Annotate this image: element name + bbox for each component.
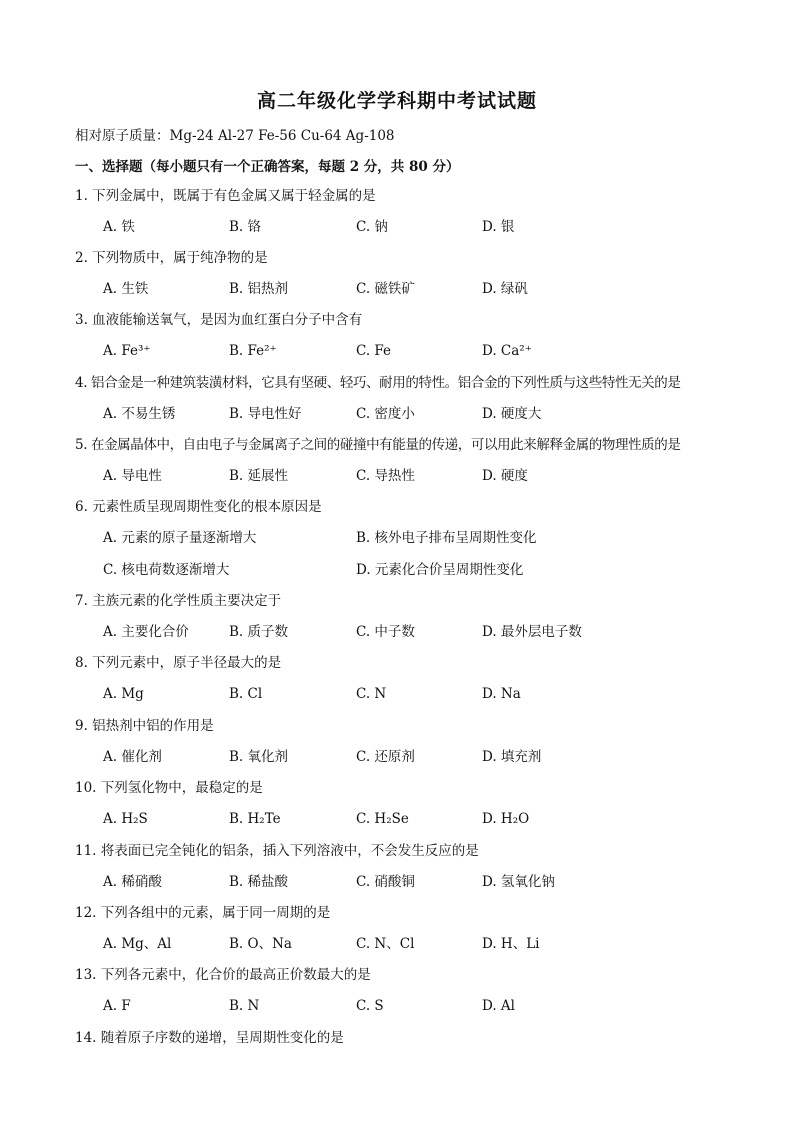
option-a: A. 导电性 [103,468,162,484]
option-c: C. Fe [356,343,392,359]
question-stem: 7. 主族元素的化学性质主要决定于 [75,593,282,609]
option-a: A. Mg [103,686,144,702]
option-b: B. H₂Te [229,811,281,827]
question-stem: 9. 铝热剂中铝的作用是 [75,718,214,734]
option-c: C. N、Cl [356,936,415,952]
option-b: B. 氧化剂 [229,749,289,765]
option-d: D. Al [482,998,515,1014]
option-d: D. H₂O [482,811,530,827]
option-b: B. Fe²⁺ [229,343,277,359]
question-stem: 12. 下列各组中的元素，属于同一周期的是 [75,905,331,921]
question-stem: 10. 下列氢化物中，最稳定的是 [75,780,263,796]
option-c: C. N [356,686,387,702]
option-b: B. 核外电子排布呈周期性变化 [356,530,537,546]
question-stem: 2. 下列物质中，属于纯净物的是 [75,250,268,266]
question-stem: 5. 在金属晶体中，自由电子与金属离子之间的碰撞中有能量的传递，可以用此来解释金属的物理性质的是 [75,437,681,453]
option-c: C. H₂Se [356,811,409,827]
option-a: A. 铁 [103,219,135,235]
option-a: A. 不易生锈 [103,406,176,422]
option-c: C. 核电荷数逐渐增大 [103,562,230,578]
option-b: B. 延展性 [229,468,289,484]
option-a: A. 生铁 [103,281,149,297]
option-c: C. 还原剂 [356,749,415,765]
option-a: A. 催化剂 [103,749,162,765]
option-d: D. 银 [482,219,515,235]
option-b: B. 质子数 [229,624,289,640]
option-b: B. O、Na [229,936,292,952]
atomic-masses: 相对原子质量：Mg-24 Al-27 Fe-56 Cu-64 Ag-108 [75,128,395,144]
option-a: A. Fe³⁺ [103,343,151,359]
option-c: C. S [356,998,384,1014]
option-a: A. F [103,998,131,1014]
question-stem: 8. 下列元素中，原子半径最大的是 [75,655,282,671]
option-b: B. Cl [229,686,263,702]
option-b: B. 铝热剂 [229,281,289,297]
option-b: B. N [229,998,260,1014]
option-d: D. H、Li [482,936,540,952]
option-c: C. 钠 [356,219,388,235]
option-d: D. 绿矾 [482,281,528,297]
option-c: C. 中子数 [356,624,415,640]
option-a: A. Mg、Al [103,936,172,952]
option-d: D. 填充剂 [482,749,542,765]
question-stem: 4. 铝合金是一种建筑装潢材料，它具有坚硬、轻巧、耐用的特性。铝合金的下列性质与这些特性无关的是 [75,375,681,391]
section-title: 一、选择题（每小题只有一个正确答案，每题 2 分，共 80 分） [75,159,460,175]
option-c: C. 导热性 [356,468,415,484]
page-title: 高二年级化学学科期中考试试题 [256,90,537,112]
option-d: D. 最外层电子数 [482,624,582,640]
question-stem: 6. 元素性质呈现周期性变化的根本原因是 [75,499,322,515]
option-b: B. 铬 [229,219,262,235]
option-c: C. 硝酸铜 [356,874,415,890]
question-stem: 3. 血液能输送氧气，是因为血红蛋白分子中含有 [75,312,363,328]
question-stem: 14. 随着原子序数的递增，呈周期性变化的是 [75,1030,344,1046]
option-a: A. H₂S [103,811,148,827]
option-d: D. 氢氧化钠 [482,874,555,890]
option-d: D. 元素化合价呈周期性变化 [356,562,524,578]
option-c: C. 密度小 [356,406,415,422]
question-stem: 1. 下列金属中，既属于有色金属又属于轻金属的是 [75,188,376,204]
option-a: A. 稀硝酸 [103,874,162,890]
question-stem: 13. 下列各元素中，化合价的最高正价数最大的是 [75,967,371,983]
option-d: D. Na [482,686,521,702]
option-a: A. 元素的原子量逐渐增大 [103,530,257,546]
option-d: D. 硬度大 [482,406,542,422]
option-b: B. 导电性好 [229,406,302,422]
option-c: C. 磁铁矿 [356,281,415,297]
option-b: B. 稀盐酸 [229,874,289,890]
option-d: D. Ca²⁺ [482,343,532,359]
option-d: D. 硬度 [482,468,528,484]
question-stem: 11. 将表面已完全钝化的铝条，插入下列溶液中，不会发生反应的是 [75,843,479,859]
option-a: A. 主要化合价 [103,624,189,640]
